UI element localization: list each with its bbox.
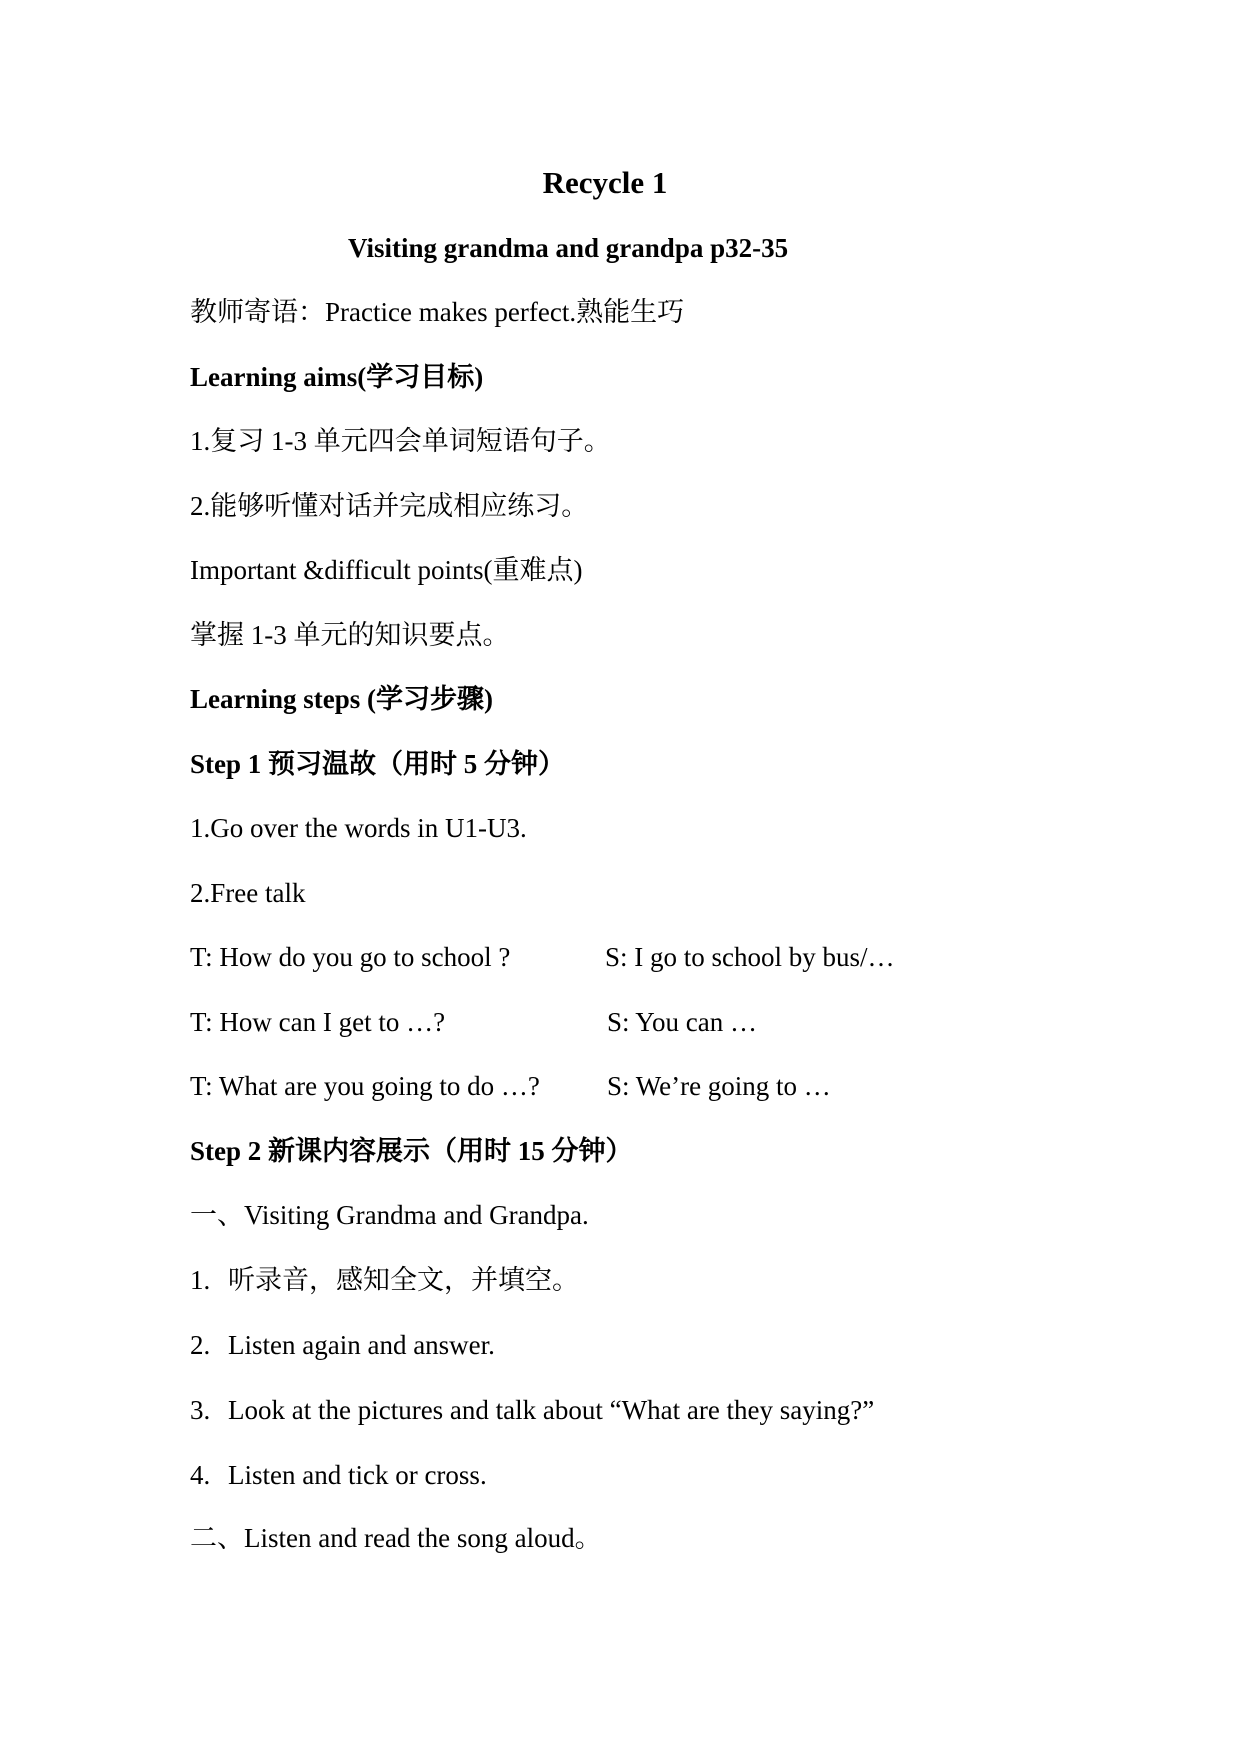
dialogue-student-line: S: We’re going to … bbox=[607, 1071, 831, 1101]
task-item bbox=[190, 1263, 579, 1297]
task-text: Listen and tick or cross. bbox=[228, 1460, 487, 1490]
task-item bbox=[190, 1328, 495, 1362]
dialogue-student-line: S: I go to school by bus/… bbox=[605, 942, 895, 972]
dialogue-teacher-line: T: How do you go to school ? bbox=[190, 942, 511, 972]
step1-heading: Step 1 预习温故（用时 5 分钟） bbox=[190, 749, 566, 779]
task-number: 1. bbox=[190, 1265, 211, 1295]
task-text: 听录音，感知全文，并填空。 bbox=[228, 1265, 579, 1295]
section-one-heading: 一、Visiting Grandma and Grandpa. bbox=[190, 1200, 589, 1230]
teacher-message: 教师寄语：Practice makes perfect.熟能生巧 bbox=[190, 297, 685, 327]
key-points-text: 掌握 1-3 单元的知识要点。 bbox=[190, 620, 510, 650]
dialogue-student-line: S: You can … bbox=[607, 1007, 758, 1037]
task-text: Listen again and answer. bbox=[228, 1330, 495, 1360]
dialogue-teacher-line: T: What are you going to do …? bbox=[190, 1071, 540, 1101]
task-item bbox=[190, 1458, 487, 1492]
aim-item: 1.复习 1-3 单元四会单词短语句子。 bbox=[190, 426, 611, 456]
task-text: Look at the pictures and talk about “What are they saying?” bbox=[228, 1395, 875, 1425]
task-number: 4. bbox=[190, 1460, 211, 1490]
step1-item: 2.Free talk bbox=[190, 878, 306, 908]
key-points-heading: Important &difficult points(重难点) bbox=[190, 555, 583, 585]
learning-steps-heading: Learning steps (学习步骤) bbox=[190, 684, 493, 714]
step2-heading: Step 2 新课内容展示（用时 15 分钟） bbox=[190, 1136, 633, 1166]
task-number: 2. bbox=[190, 1330, 211, 1360]
document-subtitle: Visiting grandma and grandpa p32-35 bbox=[348, 233, 789, 263]
section-two-heading: 二、Listen and read the song aloud。 bbox=[190, 1523, 602, 1553]
task-item bbox=[190, 1393, 874, 1427]
dialogue-teacher-line: T: How can I get to …? bbox=[190, 1007, 446, 1037]
document-title: Recycle 1 bbox=[542, 165, 668, 200]
step1-item: 1.Go over the words in U1-U3. bbox=[190, 813, 527, 843]
aim-item: 2.能够听懂对话并完成相应练习。 bbox=[190, 491, 589, 521]
task-number: 3. bbox=[190, 1395, 211, 1425]
learning-aims-heading: Learning aims(学习目标) bbox=[190, 362, 484, 392]
